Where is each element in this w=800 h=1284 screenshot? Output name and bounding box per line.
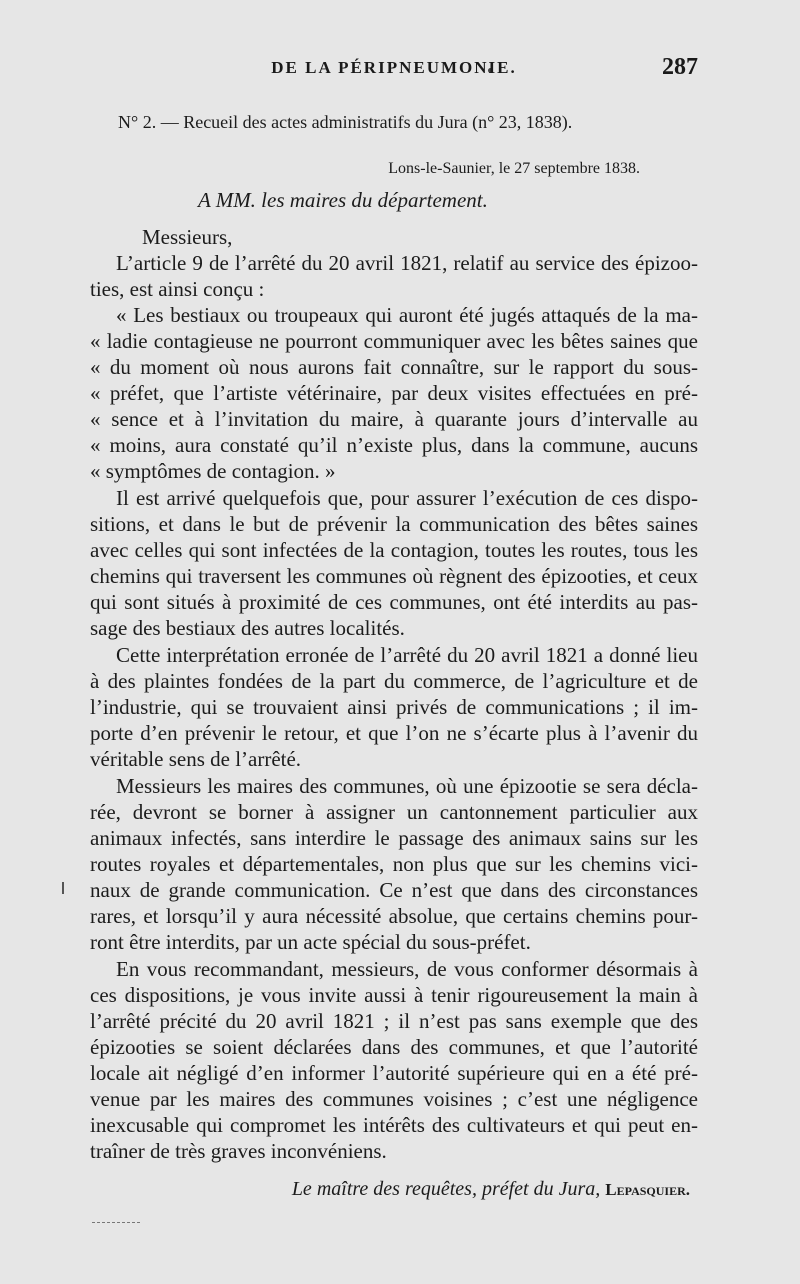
body-line: ront être interdits, par un acte spécial du sous-préfet. [90,930,531,954]
body-line: En vous recommandant, messieurs, de vous conformer désormais à [116,957,698,981]
body-line: « ladie contagieuse ne pourront communiquer avec les bêtes saines que [90,329,698,353]
reference-line: N° 2. — Recueil des actes administratifs du Jura (n° 23, 1838). [118,112,573,132]
body-line: chemins qui traversent les communes où règnent des épizooties, et ceux [90,564,698,588]
body-line: avec celles qui sont infectées de la contagion, toutes les routes, tous les [90,538,698,562]
body-line: épizooties se soient déclarées dans des communes, et que l’autorité [90,1035,698,1059]
body-line: à des plaintes fondées de la part du commerce, de l’agriculture et de [90,669,698,693]
salutation: Messieurs, [142,225,233,249]
body-line: venue par les maires des communes voisines ; c’est une négligence [90,1087,698,1111]
body-line: « sence et à l’invitation du maire, à quarante jours d’intervalle au [90,407,698,431]
body-line: qui sont situés à proximité de ces communes, ont été interdits au pas- [90,590,698,614]
page-number: 287 [662,54,698,80]
address-line: A MM. les maires du département. [198,188,488,212]
body-line: rée, devront se borner à assigner un cantonnement particulier aux [90,800,698,824]
body-line: traîner de très graves inconvéniens. [90,1139,387,1163]
body-line: naux de grande communication. Ce n’est que dans des circonstances [90,878,698,902]
body-line: animaux infectés, sans interdire le passage des animaux sains sur les [90,826,698,850]
signature-line [90,1178,698,1201]
body-line: Cette interprétation erronée de l’arrêté du 20 avril 1821 a donné lieu [116,643,698,667]
footer-rule [92,1222,140,1223]
body-line: « moins, aura constaté qu’il n’existe plus, dans la commune, aucuns [90,433,698,457]
body-line: ties, est ainsi conçu : [90,277,265,301]
body-line: porte d’en prévenir le retour, et que l’on ne s’écarte plus à l’avenir du [90,721,698,745]
margin-mark [62,882,64,894]
body-line: ces dispositions, je vous invite aussi à tenir rigoureusement la main à [90,983,698,1007]
body-line: l’arrêté précité du 20 avril 1821 ; il n’est pas sans exemple que des [90,1009,698,1033]
signature-title: Le maître des requêtes, préfet du Jura, [291,1178,601,1200]
body-line: L’article 9 de l’arrêté du 20 avril 1821, relatif au service des épizoo- [116,251,698,275]
body-line: Il est arrivé quelquefois que, pour assurer l’exécution de ces dispo- [116,486,698,510]
body-line: « préfet, que l’artiste vétérinaire, par deux visites effectuées en pré- [90,381,698,405]
body-line: Messieurs les maires des communes, où une épizootie se sera décla- [116,774,698,798]
body-line: véritable sens de l’arrêté. [90,747,302,771]
body-line: l’industrie, qui se trouvaient ainsi privés de communications ; il im- [90,695,698,719]
body-line: sitions, et dans le but de prévenir la communication des bêtes saines [90,512,698,536]
body-line: sage des bestiaux des autres localités. [90,616,405,640]
body-line: routes royales et départementales, non plus que sur les chemins vici- [90,852,698,876]
body-line: « du moment où nous aurons fait connaître, sur le rapport du sous- [90,355,698,379]
page-header [90,54,698,84]
body-line: rares, et lorsqu’il y aura nécessité absolue, que certains chemins pour- [90,904,698,928]
body-line: « Les bestiaux ou troupeaux qui auront été jugés attaqués de la ma- [116,303,698,327]
body-line: inexcusable qui compromet les intérêts des cultivateurs et qui peut en- [90,1113,698,1137]
body-line: locale ait négligé d’en informer l’autorité supérieure qui en a été pré- [90,1061,698,1085]
signature-name: Lepasquier. [605,1180,690,1199]
dateline: Lons-le-Saunier, le 27 septembre 1838. [388,160,640,177]
running-title: DE LA PÉRIPNEUMONIE. [271,58,517,77]
body-line: « symptômes de contagion. » [90,459,336,483]
